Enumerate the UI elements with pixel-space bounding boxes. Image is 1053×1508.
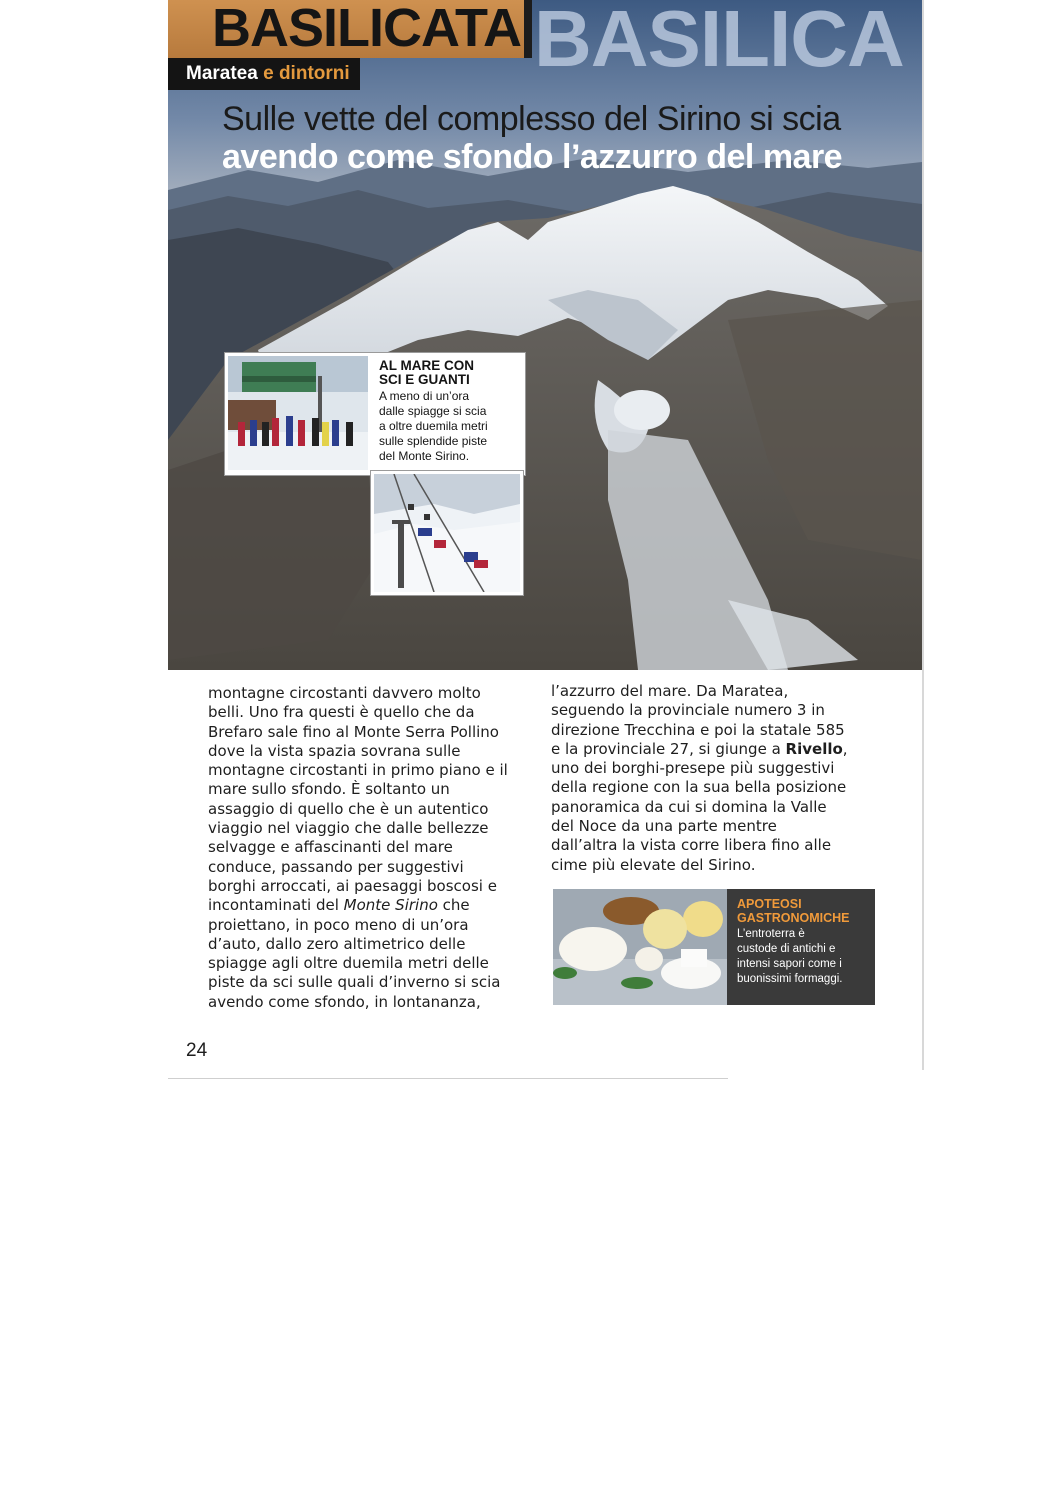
food-caption: [737, 897, 871, 987]
food-title-line-1: APOTEOSI: [737, 897, 802, 911]
cheese-image: [553, 889, 727, 1005]
inset-title-line-2: SCI E GUANTI: [379, 372, 470, 387]
hero-photo: [168, 0, 922, 670]
body-line: avendo come sfondo, in lontananza,: [208, 992, 481, 1011]
body-line: viaggio nel viaggio che dalle bellezze: [208, 819, 489, 838]
inset-text: [379, 389, 519, 464]
body-line: proiettano, in poco meno di un’ora: [208, 915, 469, 934]
food-text-line: buonissimi formaggi.: [737, 973, 843, 985]
food-text-line: intensi sapori come i: [737, 958, 842, 970]
food-title-line-2: GASTRONOMICHE: [737, 911, 850, 925]
food-text-line: L’entroterra è: [737, 928, 805, 940]
headline: [222, 100, 912, 176]
section-accent: e dintorni: [263, 63, 350, 84]
ski-station-photo: [228, 356, 368, 470]
body-line: direzione Trecchina e poi la statale 585: [551, 720, 845, 739]
inset-title: [379, 359, 519, 387]
headline-line-1: Sulle vette del complesso del Sirino si scia: [222, 100, 841, 138]
inset-text-line: del Monte Sirino.: [379, 449, 470, 463]
body-line: mare sullo sfondo. È soltanto un: [208, 780, 450, 799]
ski-station-image: [228, 356, 368, 470]
food-text: [737, 927, 871, 987]
inset-caption: [379, 359, 519, 464]
brand-ghost-title: BASILICA: [534, 0, 904, 83]
inset-box: [224, 352, 526, 476]
body-line-with-italic: [208, 896, 538, 915]
body-line: seguendo la provinciale numero 3 in: [551, 701, 825, 720]
food-caption-box: [553, 889, 875, 1005]
inset-text-line: sulle splendide piste: [379, 434, 488, 448]
body-line: selvagge e affascinanti del mare: [208, 838, 453, 857]
body-line: borghi arroccati, ai paesaggi boscosi e: [208, 876, 497, 895]
body-line-with-bold: [551, 740, 881, 759]
body-line: del Noce da una parte mentre: [551, 817, 777, 836]
inset-text-line: a oltre duemila metri: [379, 419, 488, 433]
headline-line-2: avendo come sfondo l’azzurro del mare: [222, 138, 843, 176]
body-line: d’auto, dallo zero altimetrico delle: [208, 934, 466, 953]
place-name-bold: Rivello: [785, 739, 843, 758]
body-line: assaggio di quello che è un autentico: [208, 799, 489, 818]
body-line: belli. Uno fra questi è quello che da: [208, 703, 475, 722]
body-line: dall’altra la vista corre libera fino alle: [551, 836, 832, 855]
body-column-right: [551, 682, 881, 875]
brand-bar: [168, 0, 524, 58]
page-edge-shadow: [922, 0, 924, 1070]
body-line: della regione con la sua bella posizione: [551, 778, 847, 797]
body-line: montagne circostanti in primo piano e il: [208, 761, 508, 780]
body-line: Brefaro sale fino al Monte Serra Pollino: [208, 722, 499, 741]
chairlift-photo: [370, 470, 524, 596]
chairlift-image-frame: [374, 474, 520, 592]
brand-title: BASILICATA: [212, 0, 521, 58]
body-line: uno dei borghi-presepe più suggestivi: [551, 759, 835, 778]
section-tag: [168, 58, 360, 90]
section-main: Maratea: [186, 63, 258, 84]
inset-text-line: dalle spiagge si scia: [379, 404, 487, 418]
food-text-line: custode di antichi e: [737, 943, 836, 955]
body-line: panoramica da cui si domina la Valle: [551, 797, 827, 816]
body-text: ,: [842, 739, 848, 758]
body-text: e la provinciale 27, si giunge a: [551, 739, 786, 758]
inset-title-line-1: AL MARE CON: [379, 358, 475, 373]
body-column-left: [208, 684, 538, 1012]
body-text: che: [437, 896, 470, 915]
place-name-italic: Monte Sirino: [343, 896, 438, 915]
body-line: l’azzurro del mare. Da Maratea,: [551, 682, 789, 700]
chairlift-image: [374, 474, 520, 592]
body-line: spiagge agli oltre duemila metri delle: [208, 954, 489, 973]
body-line: dove la vista spazia sovrana sulle: [208, 741, 461, 760]
page-bottom-edge: [168, 1078, 728, 1079]
inset-text-line: A meno di un’ora: [379, 389, 470, 403]
brand-divider: [524, 0, 532, 58]
food-title: [737, 897, 871, 925]
body-line: piste da sci sulle quali d’inverno si scia: [208, 973, 501, 992]
body-line: cime più elevate del Sirino.: [551, 855, 756, 874]
body-line: montagne circostanti davvero molto: [208, 684, 481, 702]
cheese-photo: [553, 889, 727, 1005]
body-line: conduce, passando per suggestivi: [208, 857, 464, 876]
body-text: incontaminati del: [208, 896, 344, 915]
page-number: 24: [186, 1040, 208, 1061]
